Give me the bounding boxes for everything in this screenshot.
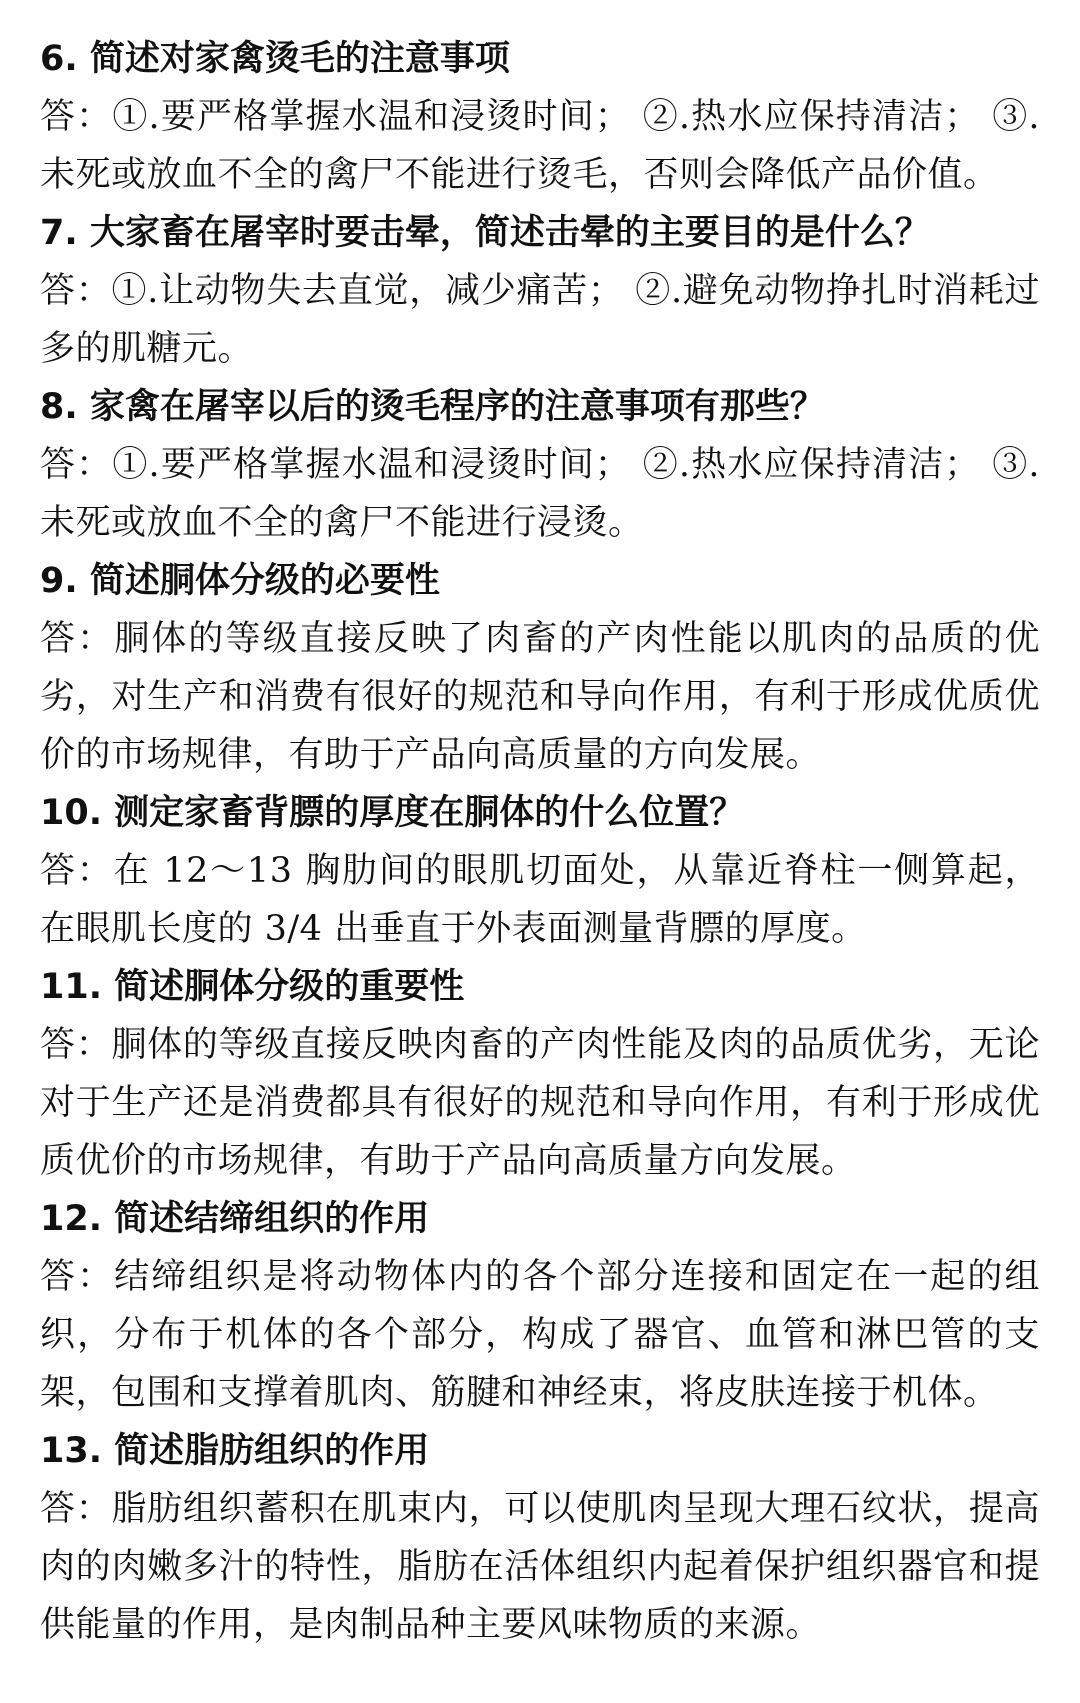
qa-item-8 <box>40 378 1040 552</box>
question-12: 12. 简述结缔组织的作用 <box>40 1199 430 1239</box>
question-10: 10. 测定家畜背膘的厚度在胴体的什么位置？ <box>40 793 745 833</box>
answer-13: 答：脂肪组织蓄积在肌束内，可以使肌肉呈现大理石纹状，提高肉的肉嫩多汁的特性，脂肪在活体组织内起着保护组织器官和提供能量的作用，是肉制品种主要风味物质的来源。 <box>40 1489 1040 1645</box>
qa-item-6 <box>40 30 1040 204</box>
qa-item-7 <box>40 204 1040 378</box>
answer-9: 答：胴体的等级直接反映了肉畜的产肉性能以肌肉的品质的优劣，对生产和消费有很好的规范和导向作用，有利于形成优质优价的市场规律，有助于产品向高质量的方向发展。 <box>40 619 1040 775</box>
question-7: 7. 大家畜在屠宰时要击晕，简述击晕的主要目的是什么？ <box>40 213 930 253</box>
qa-item-12 <box>40 1190 1040 1422</box>
answer-6: 答：①.要严格掌握水温和浸烫时间； ②.热水应保持清洁； ③.未死或放血不全的禽尸不能进行烫毛，否则会降低产品价值。 <box>40 97 1040 195</box>
answer-10: 答：在 12～13 胸肋间的眼肌切面处，从靠近脊柱一侧算起，在眼肌长度的 3/4 出垂直于外表面测量背膘的厚度。 <box>40 851 1040 949</box>
qa-item-9 <box>40 552 1040 784</box>
answer-8: 答：①.要严格掌握水温和浸烫时间； ②.热水应保持清洁； ③.未死或放血不全的禽尸不能进行浸烫。 <box>40 445 1040 543</box>
question-13: 13. 简述脂肪组织的作用 <box>40 1431 430 1471</box>
question-11: 11. 简述胴体分级的重要性 <box>40 967 465 1007</box>
qa-item-11 <box>40 958 1040 1190</box>
qa-item-10 <box>40 784 1040 958</box>
question-6: 6. 简述对家禽烫毛的注意事项 <box>40 39 510 79</box>
question-9: 9. 简述胴体分级的必要性 <box>40 561 440 601</box>
answer-7: 答：①.让动物失去直觉，减少痛苦； ②.避免动物挣扎时消耗过多的肌糖元。 <box>40 271 1040 369</box>
answer-11: 答：胴体的等级直接反映肉畜的产肉性能及肉的品质优劣，无论对于生产还是消费都具有很好的规范和导向作用，有利于形成优质优价的市场规律，有助于产品向高质量方向发展。 <box>40 1025 1040 1181</box>
question-8: 8. 家禽在屠宰以后的烫毛程序的注意事项有那些？ <box>40 387 825 427</box>
answer-12: 答：结缔组织是将动物体内的各个部分连接和固定在一起的组织，分布于机体的各个部分，构成了器官、血管和淋巴管的支架，包围和支撑着肌肉、筋腱和神经束，将皮肤连接于机体。 <box>40 1257 1040 1413</box>
qa-item-13 <box>40 1422 1040 1654</box>
